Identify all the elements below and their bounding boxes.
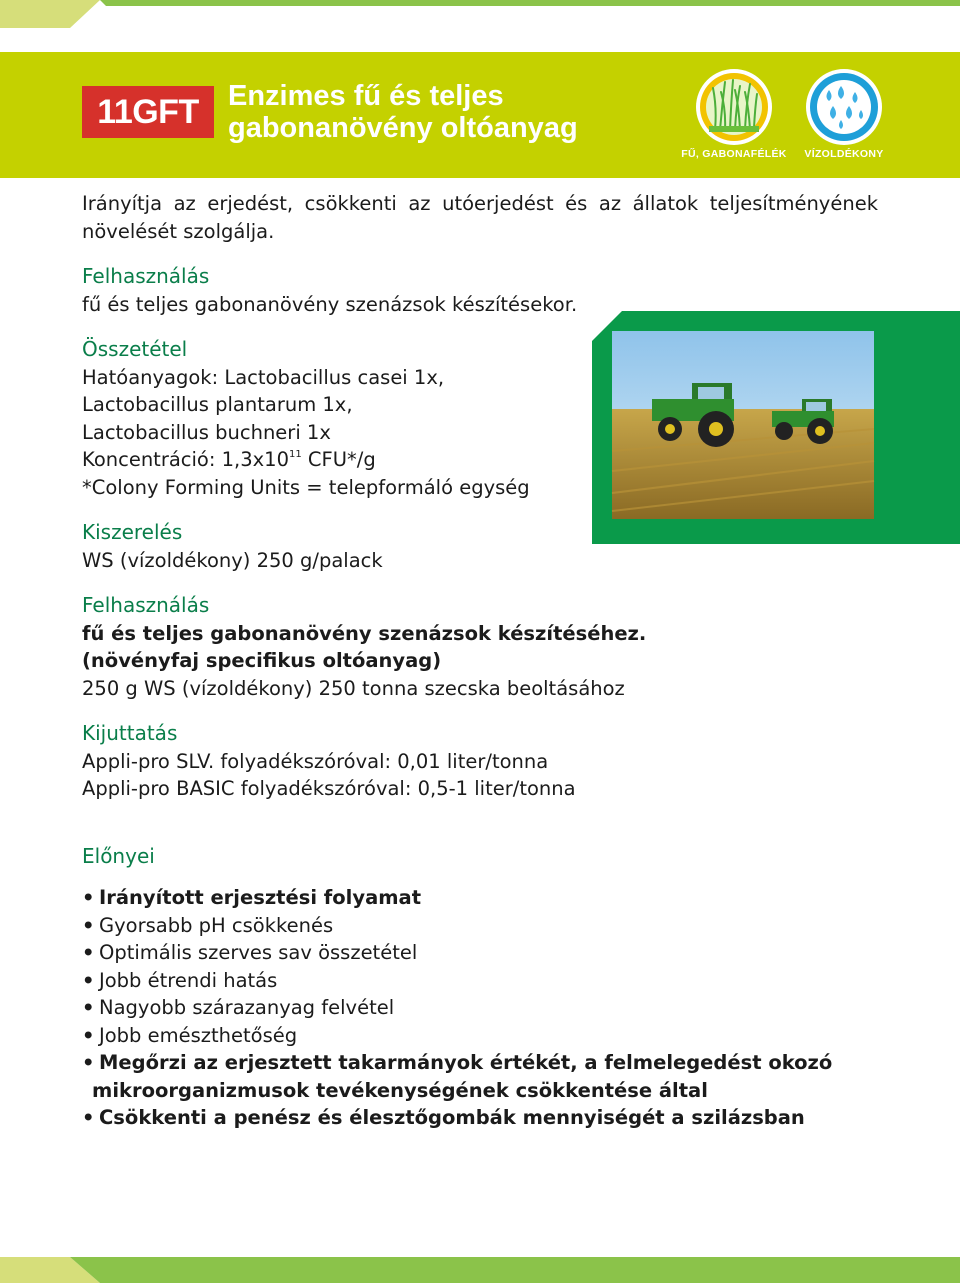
concentration-line (82, 446, 882, 474)
packaging-heading: Kiszerelés (82, 520, 183, 544)
application-heading: Kijuttatás (82, 721, 178, 745)
bullet-icon: • (82, 1051, 95, 1074)
benefit-text: Irányított erjesztési folyamat (99, 886, 422, 909)
usage-section-1 (82, 263, 882, 318)
bullet-icon: • (82, 1023, 95, 1047)
application-section (82, 720, 882, 803)
benefit-text: Gyorsabb pH csökkenés (99, 913, 334, 937)
usage-section-2 (82, 592, 882, 702)
composition-line-1: Hatóanyagok: Lactobacillus casei 1x, (82, 365, 445, 389)
benefit-text: Csökkenti a penész és élesztőgombák mennyiségét a szilázsban (99, 1106, 805, 1129)
bottom-decor-strip (0, 1251, 960, 1283)
title-line-2: gabonanövény oltóanyag (228, 112, 578, 144)
composition-heading: Összetétel (82, 337, 188, 361)
application-line-2: Appli-pro BASIC folyadékszóróval: 0,5-1 liter/tonna (82, 777, 576, 800)
product-code: 11GFT (82, 86, 214, 138)
title-line-1: Enzimes fű és teljes (228, 80, 504, 112)
benefit-text: Jobb étrendi hatás (99, 968, 278, 992)
benefit-text: Megőrzi az erjesztett takarmányok értékét, a felmelegedést okozó (99, 1051, 833, 1074)
benefit-text: Optimális szerves sav összetétel (99, 941, 418, 964)
bullet-icon: • (82, 996, 95, 1019)
concentration-prefix: Koncentráció: 1,3x10 (82, 448, 289, 471)
usage-heading-2: Felhasználás (82, 593, 210, 617)
benefit-item (82, 1104, 882, 1132)
badge-grass-label: FŰ, GABONAFÉLÉK (681, 148, 787, 160)
benefits-section (82, 843, 882, 1132)
water-drops-icon (805, 68, 883, 146)
badge-water (796, 68, 892, 160)
composition-line-2: Lactobacillus plantarum 1x, (82, 393, 353, 416)
bullet-icon: • (82, 1106, 95, 1129)
bullet-icon: • (82, 913, 95, 937)
composition-line-3: Lactobacillus buchneri 1x (82, 420, 331, 444)
usage2-line-1: fű és teljes gabonanövény szenázsok készítéséhez. (82, 621, 647, 645)
benefit-item (82, 912, 882, 940)
page-title (228, 80, 648, 144)
benefit-item (82, 1049, 882, 1077)
benefit-item (82, 884, 882, 912)
packaging-section (82, 519, 882, 574)
badge-water-label: VÍZOLDÉKONY (804, 148, 884, 160)
benefits-list (82, 884, 882, 1132)
benefit-item-continued (82, 1077, 882, 1105)
benefit-text: Nagyobb szárazanyag felvétel (99, 996, 395, 1019)
benefit-text: Jobb emészthetőség (99, 1023, 298, 1047)
concentration-exponent: 11 (289, 449, 302, 460)
benefit-item (82, 1022, 882, 1050)
composition-line-5: *Colony Forming Units = telepformáló egység (82, 475, 530, 499)
benefit-item (82, 994, 882, 1022)
bullet-icon: • (82, 886, 95, 909)
main-content (82, 190, 882, 1132)
concentration-suffix: CFU*/g (301, 448, 376, 471)
bullet-icon: • (82, 968, 95, 992)
badge-grass (678, 68, 790, 160)
usage2-line-2: (növényfaj specifikus oltóanyag) (82, 649, 442, 672)
benefit-item (82, 939, 882, 967)
bullet-icon: • (82, 941, 95, 964)
intro-text: Irányítja az erjedést, csökkenti az utóerjedést és az állatok teljesítményének növelését szolgálja. (82, 192, 878, 243)
usage2-line-3: 250 g WS (vízoldékony) 250 tonna szecska beoltásához (82, 676, 625, 700)
benefit-item (82, 967, 882, 995)
benefit-text: mikroorganizmusok tevékenységének csökkentése által (92, 1078, 708, 1102)
composition-section (82, 336, 882, 501)
top-decor-strip (0, 0, 960, 32)
grass-icon (695, 68, 773, 146)
usage-heading-1: Felhasználás (82, 264, 210, 288)
benefits-heading: Előnyei (82, 843, 155, 868)
packaging-text: WS (vízoldékony) 250 g/palack (82, 548, 383, 572)
usage-text-1: fű és teljes gabonanövény szenázsok készítésekor. (82, 292, 578, 316)
application-line-1: Appli-pro SLV. folyadékszóróval: 0,01 liter/tonna (82, 749, 549, 773)
